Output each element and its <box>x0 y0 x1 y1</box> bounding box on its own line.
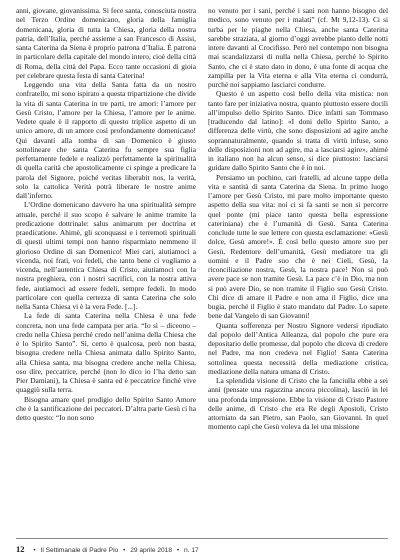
paragraph: L’Ordine domenicano davvero ha una spiritualità sempre attuale, perché il suo scopo è salvare le anime tramite la predicazione dottrinale: salus animarum per doctrina et praedicatione. Ahimè, gli sconquassi e i terremoti spirituali di questi ultimi tempi non hanno risparmiato nemmeno il glorioso Ordine di san Domenico! Miei cari, aiutiamoci a vicenda, noi frati, voi fedeli, che tanto bene ci vogliamo a vicenda, nell’autentica Chiesa di Cristo, aiutiamoci con la nostra preghiera, con i nostri sacrifici, con la nostra attiva fede, aiutiamoci ad essere fedeli, sempre fedeli. In modo particolare con quella certezza di santa Caterina che solo nella Santa Chiesa vi è la vera Fede. [...]. <box>16 200 196 311</box>
left-column <box>16 6 196 533</box>
footer-separator: • <box>176 547 180 554</box>
article-body <box>16 6 388 533</box>
page-footer <box>16 543 388 555</box>
footer-separator: • <box>33 547 36 554</box>
paragraph: La fede di santa Caterina nella Chiesa è una fede concreta, non una fede campata per aria. “Io sì – diceono – credo nella Chiesa perché credo nell’anima della Chiesa che è lo Spirito Santo”. Sì, certo è qualcosa, però non basta, bisogna credere nella Chiesa animata dallo Spirito Santo, alla Chiesa santa, ma bisogna credere anche nella Chiesa, oso dire, peccatrice, perché (non lo dico io l’ha detto san Pier Damiani), la Chiesa è santa ed è peccatrice finché vive quaggiù sulla terra. <box>16 311 196 395</box>
paragraph: anni, giovane, giovanissima. Si fece santa, conosciuta nostra nel Terzo Ordine domenicano, gloria della famiglia domenicana, gloria di tutta la Chiesa, gloria della nostra patria, dell’Italia, perché assieme a san Francesco di Assisi, santa Caterina da Siena è proprio patrona d’Italia. È patrona in particolare della capitale del mondo intero, cioè della città di Roma, della città del Papa. Ecco tante occasioni di gioia per celebrare questa festa di santa Caterina! <box>16 6 196 80</box>
footer-separator: • <box>123 547 126 554</box>
paragraph: Questo è un aspetto così bello della vita mistica: non tanto fare per iniziativa nostra, quanto piuttosto essere docili all’impulso dello Spirito Santo. Dice infatti san Tommaso [traducendo dal latino]: «I doni dello Spirito Santo, a differenza delle virtù, che sono disposizioni ad agire anche soprannaturalmente, quando si tratta di virtù infuse, sono delle disposizioni non ad agire, ma a lasciarsi agire», ahimè in italiano non ha alcun senso, si dice piuttosto: lasciarsi guidare dallo Spirito Santo che è in noi. <box>208 89 388 173</box>
footer-divider <box>16 538 388 539</box>
paragraph: Quanta sofferenza per Nostro Signore vedersi ripudiato dal popolo dell’Antica Alleanza, dal popolo che pure era depositario delle promesse, dal popolo che diceva di credere nel Padre, ma non credeva nel Figlio! Santa Caterina sottolinea questa necessità della mediazione cristica, mediazione della natura umana di Cristo. <box>208 320 388 376</box>
paragraph: La splendida visione di Cristo che la fanciulla ebbe a sei anni (pensate una ragazzina ancora piccolina), lasciò in lei una profonda impressione. Ebbe la visione di Cristo Pastore delle anime, di Cristo che era Re degli Apostoli, Cristo attorniato da san Pietro, san Paolo, san Giovanni. In quel momento capì che Gesù voleva da lei una missione <box>208 376 388 432</box>
paragraph: no venuto per i sani, perché i sani non hanno bisogno del medico, sono venuto per i malati” (cf. Mt 9,12-13). Ci si turba per le piaghe nella Chiesa, anche santa Caterina sarebbe straziata, al giorno d’oggi avrebbe pianto delle notti intere davanti al Crocifisso. Però nel contempo non bisogna mai scandalizzarsi di nulla nella Chiesa, perché lo Spirito Santo, che ci è stato dato in dono, è una fonte di acqua che zampilla per la Vita eterna e alla Vita eterna ci condurrà, purché noi sappiamo lasciarci condurre. <box>208 6 388 89</box>
paragraph: Bisogna amare quel prodigio dello Spirito Santo Amore che è la santificazione dei peccatori. D’altra parte Gesù ci ha detto questo: “Io non sono <box>16 394 196 422</box>
page-number: 12 <box>16 544 25 554</box>
publication-name: Il Settimanale di Padre Pio <box>40 547 119 554</box>
paragraph: Leggendo una vita della Santa fatta da un nostro confratello, mi sono ispirato a questa tripartizione che divide la vita di santa Caterina in tre parti, tre amori: l’amore per Gesù Cristo, l’amore per la Chiesa, l’amore per le anime. Vedete quale è il rapporto di questo triplice aspetto di un unico amore, di un amore così profondamente domenicano! Qui davanti alla tomba di san Domenico è giusto sottolineare che santa Caterina fu sempre sua figlia perfettamente fedele e realizzò perfettamente la spiritualità di quella carità che apostolicamente ci spinge a predicare la parola del Signore, poiché veritas liberabit nos, la verità, solo la cattolica Verità potrà liberare le nostre anime dall’inferno. <box>16 80 196 200</box>
issue-date: 29 aprile 2018 <box>130 547 172 554</box>
right-column <box>208 6 388 533</box>
issue-number: n. 17 <box>184 547 199 554</box>
paragraph: Pensiamo un pochino, cari fratelli, ad alcune tappe della vita e santità di santa Caterina da Siena. In primo luogo l’amore per Gesù Cristo, mi pare molto importante questo aspetto della sua vita: noi ci si fa santi se non si percorre quel ponte (mi piace tanto questa bella espressione cateriniana) che è l’umanità di Gesù. Santa Caterina conclude tutte le sue lettere con questa esclamazione: «Gesù dolce, Gesù amore!». È così bello questo amore suo per Gesù, Redentore dell’umanità, Gesù mediatore tra gli uomini e il Padre suo che è nei Cieli, Gesù, la riconciliazione nostra, Gesù, la nostra pace! Non si può avere pace se non tramite Gesù. La pace c’è in Dio, ma non si può avere Dio, se non tramite il Figlio suo Gesù Cristo. Chi dice di amare il Padre e non ama il Figlio, dice una bugia, perché il Figlio è stato mandato dal Padre. Lo sapete bene dal Vangelo di san Giovanni! <box>208 172 388 321</box>
